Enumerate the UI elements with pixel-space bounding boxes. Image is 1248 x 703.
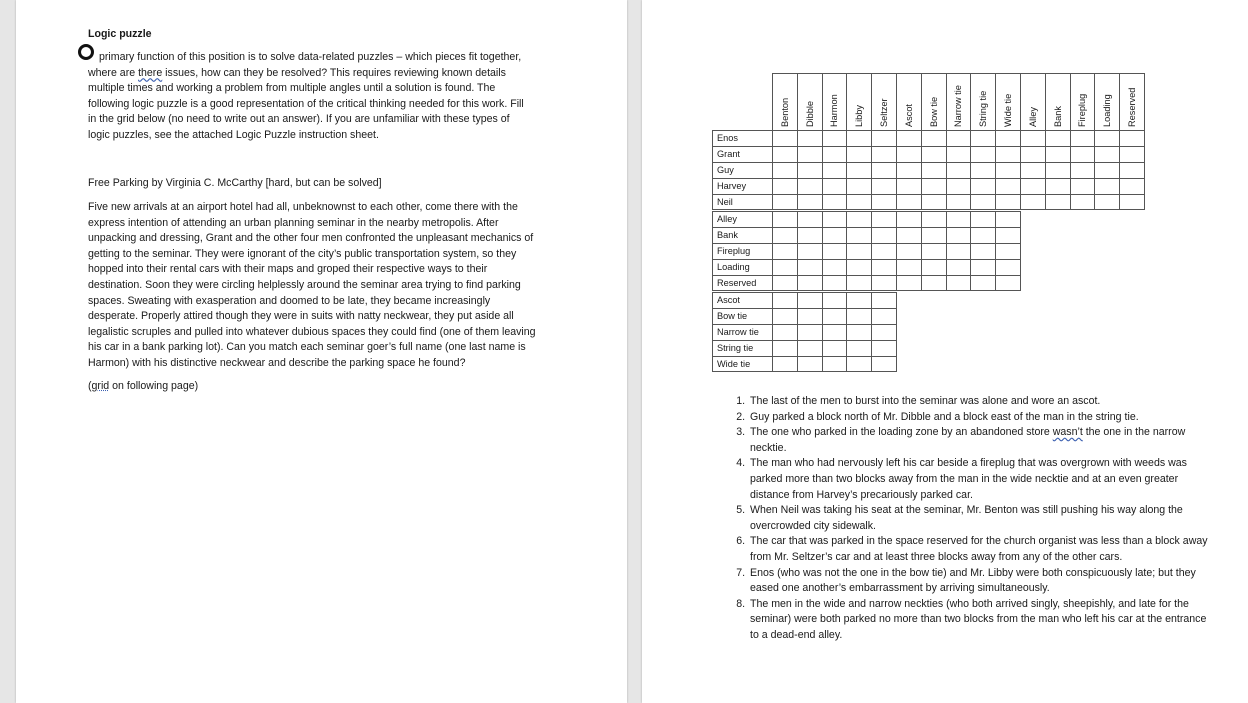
grid-cell[interactable] — [995, 275, 1021, 292]
grid-cell[interactable] — [921, 211, 947, 228]
intro-line: in the grid below (no need to write out an answer). If you are unfamiliar with these types of — [88, 113, 510, 126]
grid-cell[interactable] — [896, 243, 922, 260]
row-label: Grant — [712, 146, 773, 163]
grid-cell[interactable] — [921, 227, 947, 244]
grid-cell[interactable] — [797, 340, 823, 357]
grid-cell[interactable] — [772, 178, 798, 195]
row-label: Reserved — [712, 275, 773, 292]
grid-cell[interactable] — [896, 178, 922, 195]
grid-cell[interactable] — [995, 243, 1021, 260]
grid-cell[interactable] — [797, 227, 823, 244]
story-line: Harmon) with his distinctive neckwear and describe the parking space he found? — [88, 357, 466, 369]
story-line: hopped into their rental cars with their maps and groped their respective ways to their — [88, 263, 488, 276]
column-header-label: Ascot — [903, 104, 914, 127]
grid-cell[interactable] — [1094, 146, 1120, 163]
row-label: Ascot — [712, 292, 773, 309]
grid-cell[interactable] — [921, 146, 947, 163]
grid-cell[interactable] — [797, 356, 823, 373]
grid-cell[interactable] — [797, 259, 823, 276]
grid-cell[interactable] — [822, 178, 848, 195]
column-header — [946, 73, 972, 131]
grid-cell[interactable] — [797, 130, 823, 147]
grid-cell[interactable] — [871, 308, 897, 325]
column-header-label: Dibble — [804, 100, 815, 127]
grid-cell[interactable] — [846, 227, 872, 244]
grid-cell[interactable] — [846, 211, 872, 228]
grid-cell[interactable] — [797, 243, 823, 260]
column-header — [1070, 73, 1096, 131]
grid-note — [88, 379, 198, 395]
grid-cell[interactable] — [846, 162, 872, 179]
grid-cell[interactable] — [946, 259, 972, 276]
row-label: Harvey — [712, 178, 773, 195]
grid-cell[interactable] — [772, 130, 798, 147]
grid-cell[interactable] — [1070, 178, 1096, 195]
grid-cell[interactable] — [772, 292, 798, 309]
column-header-label: Fireplug — [1077, 93, 1088, 127]
grid-cell[interactable] — [772, 340, 798, 357]
column-header — [995, 73, 1021, 131]
clue-list — [726, 394, 1208, 644]
column-header — [896, 73, 922, 131]
grid-cell[interactable] — [946, 194, 972, 211]
grid-cell[interactable] — [970, 275, 996, 292]
grid-cell[interactable] — [797, 324, 823, 341]
story-line: his car in a bank parking lot). Can you match each seminar goer’s full name (one last name is — [88, 341, 526, 354]
document-title: Logic puzzle — [88, 28, 152, 40]
spellcheck-word: there — [138, 66, 163, 79]
column-header-label: Bow tie — [928, 96, 939, 127]
grid-cell[interactable] — [846, 194, 872, 211]
grid-cell[interactable] — [797, 211, 823, 228]
intro-line: logic puzzles, see the attached Logic Puzzle instruction sheet. — [88, 129, 379, 141]
grid-cell[interactable] — [1045, 194, 1071, 211]
grid-cell[interactable] — [772, 243, 798, 260]
column-header-label: Libby — [854, 105, 865, 127]
column-header-label: Alley — [1027, 107, 1038, 127]
story-line: desperate. Properly attired though they were in suits with natty neckwear, they put aside all — [88, 310, 514, 323]
clue-item: 7. Enos (who was not the one in the bow tie) and Mr. Libby were both conspicuously late; but they eased one another’s embarrassment by arriving simultaneously. — [748, 566, 1208, 597]
cursor-circle-icon — [78, 44, 94, 60]
grid-cell[interactable] — [1020, 178, 1046, 195]
grid-cell[interactable] — [970, 227, 996, 244]
story-line: getting to the seminar. They were ignorant of the city’s public transportation system, so they — [88, 247, 517, 260]
grid-cell[interactable] — [871, 275, 897, 292]
grid-note-rest: on following page) — [109, 380, 199, 392]
clue-item: 6. The car that was parked in the space reserved for the church organist was less than a block away from Mr. Seltzer’s car and at least three blocks away from any of the other cars. — [748, 534, 1208, 565]
grid-cell[interactable] — [1070, 130, 1096, 147]
grid-cell[interactable] — [871, 292, 897, 309]
grid-note-word: grid — [91, 380, 110, 392]
column-header-label: Harmon — [829, 94, 840, 127]
grid-cell[interactable] — [921, 162, 947, 179]
grid-cell[interactable] — [871, 243, 897, 260]
grid-cell[interactable] — [896, 211, 922, 228]
grid-cell[interactable] — [995, 146, 1021, 163]
intro-line: primary function of this position is to solve data-related puzzles – which pieces fit together, — [99, 51, 522, 63]
story-line: Five new arrivals at an airport hotel had all, unbeknownst to each other, come there with the — [88, 201, 518, 213]
grid-cell[interactable] — [871, 162, 897, 179]
row-label: Bank — [712, 227, 773, 244]
grid-cell[interactable] — [797, 292, 823, 309]
grid-cell[interactable] — [797, 275, 823, 292]
grid-cell[interactable] — [970, 162, 996, 179]
grid-cell[interactable] — [772, 324, 798, 341]
grid-cell[interactable] — [921, 259, 947, 276]
document-page-left — [16, 0, 627, 703]
grid-cell[interactable] — [896, 130, 922, 147]
grid-cell[interactable] — [970, 146, 996, 163]
grid-cell[interactable] — [797, 146, 823, 163]
grid-cell[interactable] — [871, 211, 897, 228]
grid-cell[interactable] — [846, 130, 872, 147]
grid-cell[interactable] — [846, 259, 872, 276]
grid-cell[interactable] — [921, 130, 947, 147]
grid-cell[interactable] — [822, 292, 848, 309]
column-header — [871, 73, 897, 131]
grid-cell[interactable] — [921, 243, 947, 260]
grid-cell[interactable] — [797, 178, 823, 195]
grid-note-paren: ( — [88, 380, 92, 392]
grid-cell[interactable] — [946, 146, 972, 163]
grid-cell[interactable] — [1020, 162, 1046, 179]
column-header — [822, 73, 848, 131]
grid-cell[interactable] — [946, 162, 972, 179]
grid-cell[interactable] — [970, 130, 996, 147]
grid-cell[interactable] — [871, 146, 897, 163]
clue-item: 4. The man who had nervously left his car beside a fireplug that was overgrown with weeds was parked more than two blocks away from the man in the wide necktie and at an even greater distance from Harvey’s precariously parked car. — [748, 456, 1208, 503]
grid-cell[interactable] — [772, 162, 798, 179]
story-line: legalistic scruples and pulled into whatever dubious spaces they could find (one of them leaving — [88, 325, 536, 338]
column-header — [921, 73, 947, 131]
column-header — [1020, 73, 1046, 131]
grid-cell[interactable] — [871, 324, 897, 341]
grid-cell[interactable] — [1119, 130, 1145, 147]
grid-cell[interactable] — [846, 340, 872, 357]
grid-cell[interactable] — [822, 211, 848, 228]
grid-cell[interactable] — [846, 308, 872, 325]
grid-cell[interactable] — [1119, 162, 1145, 179]
grid-cell[interactable] — [921, 275, 947, 292]
grid-cell[interactable] — [846, 178, 872, 195]
grid-cell[interactable] — [946, 178, 972, 195]
intro-line: where are there issues, how can they be resolved? This requires reviewing known details — [88, 66, 506, 79]
grid-cell[interactable] — [822, 259, 848, 276]
grid-cell[interactable] — [822, 324, 848, 341]
grid-cell[interactable] — [995, 194, 1021, 211]
grid-cell[interactable] — [846, 324, 872, 341]
grid-cell[interactable] — [946, 227, 972, 244]
grid-cell[interactable] — [995, 130, 1021, 147]
grid-cell[interactable] — [896, 194, 922, 211]
grid-cell[interactable] — [871, 178, 897, 195]
story-line: unpacking and dressing, Grant and the other four men confronted the unpleasant mechanics of — [88, 232, 534, 245]
puzzle-title: Free Parking by Virginia C. McCarthy [hard, but can be solved] — [88, 177, 382, 189]
grid-cell[interactable] — [995, 227, 1021, 244]
grid-cell[interactable] — [970, 194, 996, 211]
grid-cell[interactable] — [1020, 146, 1046, 163]
grid-cell[interactable] — [1020, 194, 1046, 211]
grid-cell[interactable] — [1070, 194, 1096, 211]
column-header — [970, 73, 996, 131]
row-label: Narrow tie — [712, 324, 773, 341]
grid-cell[interactable] — [896, 162, 922, 179]
row-label: Fireplug — [712, 243, 773, 260]
row-label: Wide tie — [712, 356, 773, 373]
grid-cell[interactable] — [822, 356, 848, 373]
grid-cell[interactable] — [1045, 146, 1071, 163]
grid-cell[interactable] — [772, 194, 798, 211]
grid-cell[interactable] — [871, 130, 897, 147]
grid-cell[interactable] — [970, 243, 996, 260]
column-header — [797, 73, 823, 131]
grid-cell[interactable] — [772, 227, 798, 244]
grid-cell[interactable] — [970, 178, 996, 195]
row-label: Enos — [712, 130, 773, 147]
grid-cell[interactable] — [1094, 162, 1120, 179]
clue-item: 5. When Neil was taking his seat at the seminar, Mr. Benton was still pushing his way along the overcrowded city sidewalk. — [748, 503, 1208, 534]
column-header-label: Reserved — [1127, 87, 1138, 127]
grid-cell[interactable] — [871, 227, 897, 244]
grid-cell[interactable] — [946, 243, 972, 260]
grid-cell[interactable] — [871, 194, 897, 211]
grid-cell[interactable] — [822, 146, 848, 163]
grid-cell[interactable] — [896, 227, 922, 244]
grid-cell[interactable] — [995, 178, 1021, 195]
grid-cell[interactable] — [921, 194, 947, 211]
document-page-right — [642, 0, 1248, 703]
grid-cell[interactable] — [1070, 162, 1096, 179]
column-header — [846, 73, 872, 131]
grid-cell[interactable] — [822, 130, 848, 147]
row-label: Loading — [712, 259, 773, 276]
grid-cell[interactable] — [1119, 194, 1145, 211]
grid-cell[interactable] — [822, 308, 848, 325]
row-label: Alley — [712, 211, 773, 228]
intro-line: multiple times and working a problem from multiple angles until a solution is found. The — [88, 82, 496, 95]
grid-cell[interactable] — [1094, 194, 1120, 211]
column-header — [1094, 73, 1120, 131]
grid-cell[interactable] — [772, 211, 798, 228]
column-header-label: Benton — [779, 97, 790, 127]
grid-cell[interactable] — [1045, 162, 1071, 179]
column-header — [1119, 73, 1145, 131]
grid-cell[interactable] — [772, 275, 798, 292]
grid-cell[interactable] — [871, 356, 897, 373]
column-header-label: String tie — [978, 90, 989, 127]
grid-cell[interactable] — [1020, 130, 1046, 147]
grid-cell[interactable] — [846, 292, 872, 309]
grid-cell[interactable] — [995, 211, 1021, 228]
grid-cell[interactable] — [896, 275, 922, 292]
grid-cell[interactable] — [1119, 146, 1145, 163]
grid-cell[interactable] — [1094, 130, 1120, 147]
story-line: express intention of attending an urban planning seminar in the nearby metropolis. After — [88, 216, 499, 229]
grid-cell[interactable] — [846, 243, 872, 260]
grid-cell[interactable] — [871, 340, 897, 357]
grid-cell[interactable] — [946, 211, 972, 228]
column-header-label: Loading — [1102, 94, 1113, 127]
grid-cell[interactable] — [995, 162, 1021, 179]
grid-cell[interactable] — [797, 162, 823, 179]
grid-cell[interactable] — [797, 308, 823, 325]
column-header-label: Seltzer — [879, 98, 890, 127]
grid-cell[interactable] — [1070, 146, 1096, 163]
clue-item: 1. The last of the men to burst into the seminar was alone and wore an ascot. — [748, 394, 1208, 410]
grid-cell[interactable] — [822, 162, 848, 179]
row-label: String tie — [712, 340, 773, 357]
column-header-label: Bank — [1052, 106, 1063, 127]
clue-item: 8. The men in the wide and narrow neckties (who both arrived singly, sheepishly, and late for the seminar) were both parked no more than two blocks from the man who left his car at the entrance to a dead-end alley. — [748, 597, 1208, 644]
grid-cell[interactable] — [1119, 178, 1145, 195]
grid-cell[interactable] — [896, 259, 922, 276]
column-header — [772, 73, 798, 131]
intro-line: following logic puzzle is a good representation of the critical thinking needed for this work. Fill — [88, 97, 524, 110]
grid-cell[interactable] — [822, 227, 848, 244]
grid-cell[interactable] — [822, 275, 848, 292]
spellcheck-word: wasn’t — [1052, 426, 1083, 439]
grid-cell[interactable] — [797, 194, 823, 211]
grid-cell[interactable] — [772, 259, 798, 276]
grid-cell[interactable] — [946, 130, 972, 147]
grid-cell[interactable] — [822, 243, 848, 260]
story-line: destination. Soon they were circling helplessly around the seminar area trying to find parking — [88, 279, 521, 291]
column-header-label: Narrow tie — [953, 85, 964, 127]
grid-cell[interactable] — [772, 308, 798, 325]
grid-cell[interactable] — [995, 259, 1021, 276]
row-label: Guy — [712, 162, 773, 179]
row-label: Neil — [712, 194, 773, 211]
clue-item: 2. Guy parked a block north of Mr. Dibble and a block east of the man in the string tie. — [748, 410, 1208, 426]
grid-cell[interactable] — [846, 275, 872, 292]
grid-cell[interactable] — [1045, 178, 1071, 195]
grid-cell[interactable] — [970, 211, 996, 228]
grid-cell[interactable] — [970, 259, 996, 276]
grid-cell[interactable] — [846, 146, 872, 163]
clue-item: 3. The one who parked in the loading zone by an abandoned store wasn’t the one in the narrow necktie. — [748, 425, 1208, 456]
grid-cell[interactable] — [822, 194, 848, 211]
grid-cell[interactable] — [822, 340, 848, 357]
story-line: spaces. Sweating with exasperation and doomed to be late, they became increasingly — [88, 294, 491, 307]
column-header-label: Wide tie — [1003, 93, 1014, 127]
row-label: Bow tie — [712, 308, 773, 325]
grid-cell[interactable] — [772, 146, 798, 163]
grid-cell[interactable] — [871, 259, 897, 276]
grid-cell[interactable] — [946, 275, 972, 292]
grid-cell[interactable] — [896, 146, 922, 163]
grid-cell[interactable] — [772, 356, 798, 373]
grid-cell[interactable] — [846, 356, 872, 373]
column-header — [1045, 73, 1071, 131]
grid-cell[interactable] — [1045, 130, 1071, 147]
grid-cell[interactable] — [921, 178, 947, 195]
grid-cell[interactable] — [1094, 178, 1120, 195]
